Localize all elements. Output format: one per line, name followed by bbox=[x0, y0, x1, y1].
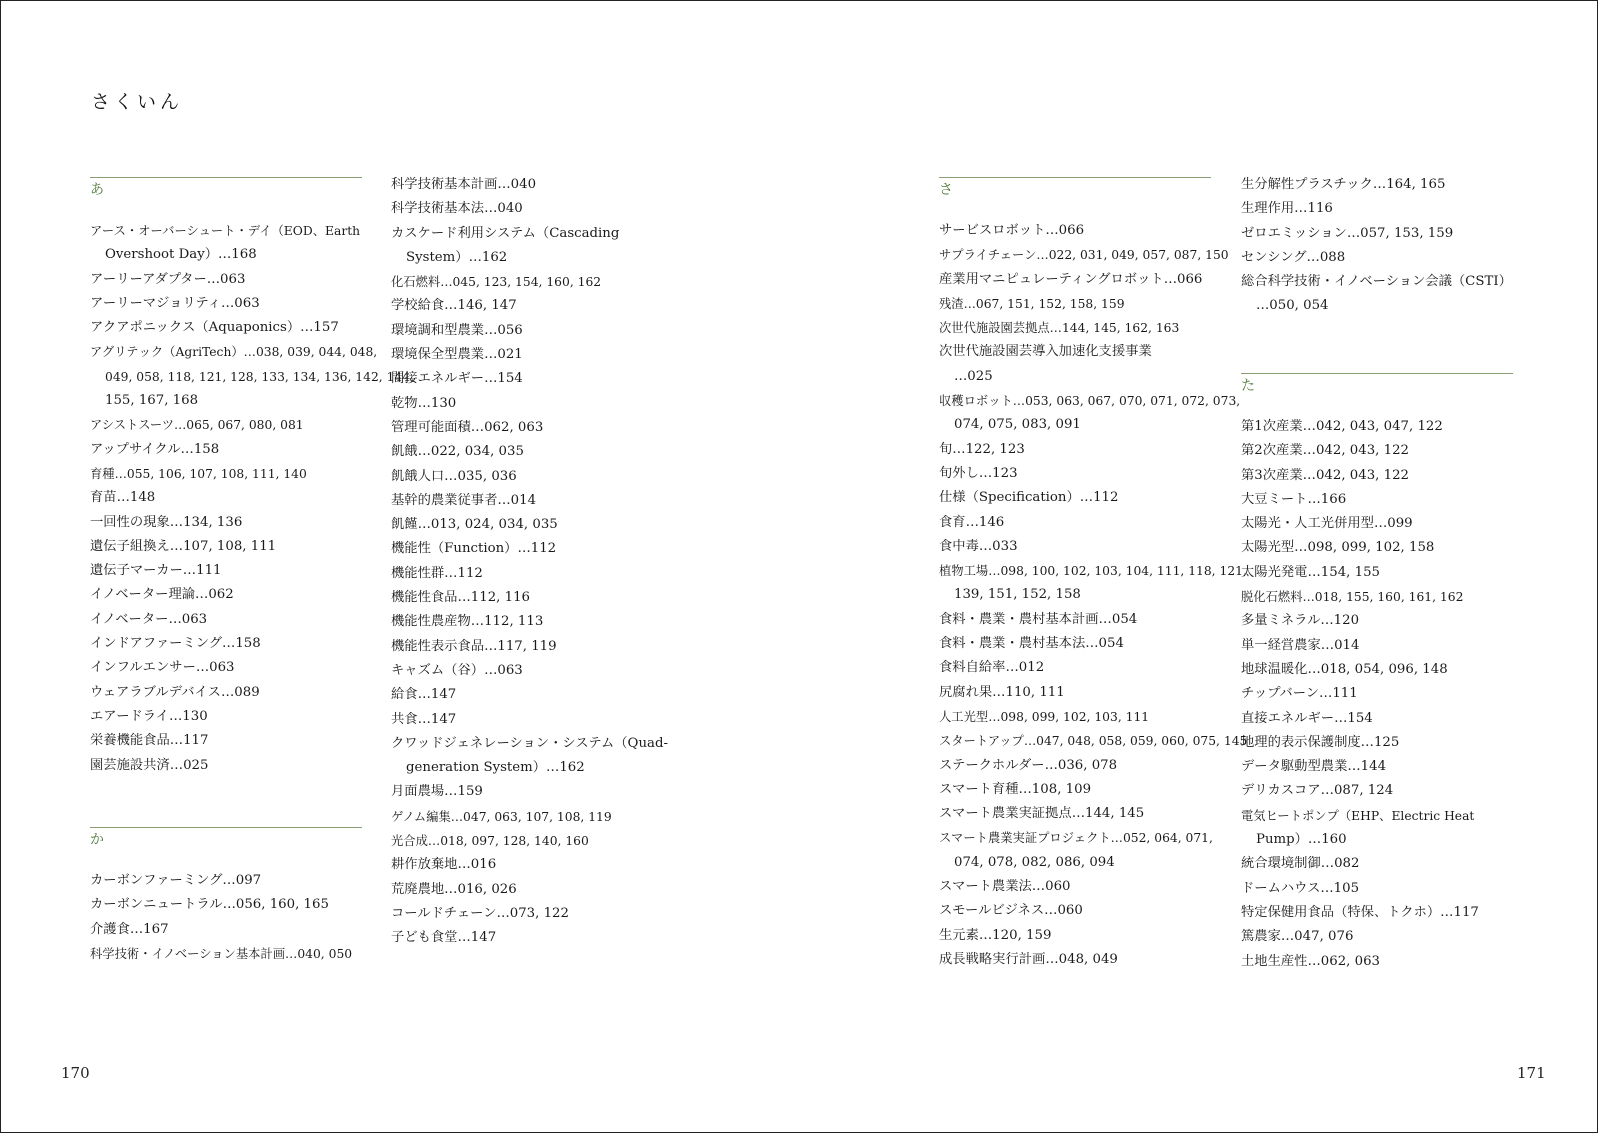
index-entry: 子ども食堂…147 bbox=[391, 930, 497, 946]
index-entry: 地理的表示保護制度…125 bbox=[1241, 734, 1400, 750]
index-entry: インフルエンサー…063 bbox=[90, 660, 235, 676]
index-entry: スマート農業実証プロジェクト…052, 064, 071, bbox=[939, 831, 1213, 846]
index-entry: 機能性食品…112, 116 bbox=[391, 590, 530, 606]
index-entry: スマート育種…108, 109 bbox=[939, 781, 1092, 797]
index-entry: 篤農家…047, 076 bbox=[1241, 929, 1354, 945]
index-entry: 遺伝子マーカー…111 bbox=[90, 563, 222, 579]
index-entry: 生理作用…116 bbox=[1241, 201, 1333, 217]
index-entry: 飢饉…013, 024, 034, 035 bbox=[391, 517, 558, 533]
index-entry: 総合科学技術・イノベーション会議（CSTI） bbox=[1241, 274, 1512, 290]
index-entry: 環境保全型農業…021 bbox=[391, 347, 523, 363]
index-entry-continuation: …025 bbox=[954, 368, 993, 384]
index-section-sa bbox=[939, 177, 1248, 972]
index-entry: 植物工場…098, 100, 102, 103, 104, 111, 118, 121, bbox=[939, 564, 1247, 579]
index-entry: 基幹的農業従事者…014 bbox=[391, 492, 537, 508]
index-entry: 食料・農業・農村基本法…054 bbox=[939, 636, 1124, 652]
index-entry: 園芸施設共済…025 bbox=[90, 757, 209, 773]
index-section-ka bbox=[90, 827, 380, 966]
index-entry: サービスロボット…066 bbox=[939, 223, 1085, 238]
index-entry-continuation: …050, 054 bbox=[1256, 298, 1329, 314]
index-entry: 学校給食…146, 147 bbox=[391, 298, 517, 314]
section-heading-sa: さ bbox=[939, 177, 1211, 219]
index-entry: 飢餓人口…035, 036 bbox=[391, 468, 517, 484]
index-entry: デリカスコア…087, 124 bbox=[1241, 783, 1394, 799]
index-entry: センシング…088 bbox=[1241, 249, 1346, 265]
index-entry: 機能性（Function）…112 bbox=[391, 541, 557, 557]
index-entry: スマート農業法…060 bbox=[939, 879, 1071, 895]
index-entry: アーリーアダプター…063 bbox=[90, 271, 246, 287]
index-entry: スタートアップ…047, 048, 058, 059, 060, 075, 145 bbox=[939, 734, 1248, 749]
index-entry: 脱化石燃料…018, 155, 160, 161, 162 bbox=[1241, 590, 1464, 605]
entry-list-sa-continued bbox=[1241, 173, 1531, 319]
index-entry: データ駆動型農業…144 bbox=[1241, 759, 1387, 775]
index-entry: 機能性表示食品…117, 119 bbox=[391, 638, 557, 654]
index-entry: 生元素…120, 159 bbox=[939, 927, 1052, 943]
index-entry: チップバーン…111 bbox=[1241, 686, 1358, 702]
index-entry: サプライチェーン…022, 031, 049, 057, 087, 150 bbox=[939, 248, 1229, 263]
index-entry: 食中毒…033 bbox=[939, 538, 1018, 554]
index-entry: 給食…147 bbox=[391, 687, 457, 703]
index-entry: 食料・農業・農村基本計画…054 bbox=[939, 611, 1138, 627]
index-entry: 育苗…148 bbox=[90, 490, 156, 506]
index-entry: 乾物…130 bbox=[391, 395, 457, 411]
entry-list-ka bbox=[90, 869, 380, 966]
index-entry: 機能性農産物…112, 113 bbox=[391, 614, 544, 630]
page-number-right: 171 bbox=[1517, 1064, 1546, 1082]
index-entry: 第2次産業…042, 043, 122 bbox=[1241, 443, 1409, 459]
index-entry: アグリテック（AgriTech）…038, 039, 044, 048, bbox=[90, 345, 378, 360]
index-entry: 直接エネルギー…154 bbox=[1241, 710, 1373, 726]
index-entry: ゲノム編集…047, 063, 107, 108, 119 bbox=[391, 809, 612, 824]
index-entry: 食育…146 bbox=[939, 514, 1005, 530]
index-entry: 共食…147 bbox=[391, 711, 457, 727]
index-entry: 化石燃料…045, 123, 154, 160, 162 bbox=[391, 275, 602, 290]
index-entry: 電気ヒートポンプ（EHP、Electric Heat bbox=[1241, 808, 1475, 823]
index-entry: 太陽光型…098, 099, 102, 158 bbox=[1241, 540, 1435, 556]
entry-list-ta bbox=[1241, 415, 1531, 974]
index-entry-continuation: 074, 075, 083, 091 bbox=[954, 417, 1081, 433]
index-entry: カスケード利用システム（Cascading bbox=[391, 225, 620, 241]
index-entry: 科学技術基本計画…040 bbox=[391, 177, 537, 192]
index-entry: 地球温暖化…018, 054, 096, 148 bbox=[1241, 661, 1448, 677]
index-entry: クワッドジェネレーション・システム（Quad- bbox=[391, 735, 668, 751]
index-entry: 旬外し…123 bbox=[939, 465, 1018, 481]
index-entry: アクアポニックス（Aquaponics）…157 bbox=[90, 320, 339, 336]
index-section-a bbox=[90, 177, 414, 778]
section-heading-ka: か bbox=[90, 827, 362, 869]
index-entry: 土地生産性…062, 063 bbox=[1241, 953, 1380, 969]
index-entry: 育種…055, 106, 107, 108, 111, 140 bbox=[90, 466, 307, 481]
index-entry: アップサイクル…158 bbox=[90, 441, 220, 457]
index-entry: 食料自給率…012 bbox=[939, 660, 1045, 676]
index-entry-continuation: 155, 167, 168 bbox=[105, 393, 199, 409]
index-entry: インドアファーミング…158 bbox=[90, 636, 261, 652]
index-section-sa-continued bbox=[1241, 173, 1531, 319]
page-title: さくいん bbox=[91, 91, 184, 113]
index-entry: 収穫ロボット…053, 063, 067, 070, 071, 072, 073, bbox=[939, 394, 1241, 409]
index-entry: 管理可能面積…062, 063 bbox=[391, 419, 544, 435]
index-entry: 次世代施設園芸拠点…144, 145, 162, 163 bbox=[939, 321, 1180, 336]
index-entry-continuation: generation System）…162 bbox=[406, 760, 585, 776]
index-entry: 月面農場…159 bbox=[391, 784, 483, 800]
index-entry: アシストスーツ…065, 067, 080, 081 bbox=[90, 418, 304, 433]
index-entry-continuation: Overshoot Day）…168 bbox=[105, 247, 257, 263]
index-entry: 太陽光発電…154, 155 bbox=[1241, 564, 1380, 580]
index-entry-continuation: 139, 151, 152, 158 bbox=[954, 587, 1081, 603]
index-entry: 統合環境制御…082 bbox=[1241, 856, 1360, 872]
section-heading-ta: た bbox=[1241, 373, 1513, 415]
index-entry: 一回性の現象…134, 136 bbox=[90, 514, 243, 530]
index-entry: キャズム（谷）…063 bbox=[391, 662, 523, 678]
entry-list-sa bbox=[939, 219, 1248, 972]
index-entry: スモールビジネス…060 bbox=[939, 903, 1083, 919]
index-entry: 単一経営農家…014 bbox=[1241, 637, 1360, 653]
index-entry: 残渣…067, 151, 152, 158, 159 bbox=[939, 296, 1125, 311]
page-number-left: 170 bbox=[61, 1064, 90, 1082]
index-entry: ゼロエミッション…057, 153, 159 bbox=[1241, 225, 1454, 241]
index-entry: カーボンファーミング…097 bbox=[90, 873, 262, 888]
index-entry: 介護食…167 bbox=[90, 921, 169, 937]
index-entry-continuation: Pump）…160 bbox=[1256, 832, 1347, 848]
index-entry: 間接エネルギー…154 bbox=[391, 371, 523, 387]
index-entry: ステークホルダー…036, 078 bbox=[939, 757, 1118, 773]
index-entry: スマート農業実証拠点…144, 145 bbox=[939, 806, 1145, 822]
index-entry-continuation: System）…162 bbox=[406, 249, 508, 265]
index-entry: 多量ミネラル…120 bbox=[1241, 613, 1360, 629]
index-entry: 機能性群…112 bbox=[391, 565, 483, 581]
index-entry: 栄養機能食品…117 bbox=[90, 733, 209, 749]
index-section-ka-continued bbox=[391, 173, 681, 951]
entry-list-a bbox=[90, 219, 414, 778]
index-entry: 荒廃農地…016, 026 bbox=[391, 881, 517, 897]
index-entry: ウェアラブルデバイス…089 bbox=[90, 684, 260, 700]
index-entry: 尻腐れ果…110, 111 bbox=[939, 684, 1065, 700]
index-entry: 科学技術・イノベーション基本計画…040, 050 bbox=[90, 946, 353, 961]
index-entry: ドームハウス…105 bbox=[1241, 880, 1360, 896]
index-entry: 産業用マニピュレーティングロボット…066 bbox=[939, 271, 1203, 287]
index-entry: 特定保健用食品（特保、トクホ）…117 bbox=[1241, 904, 1479, 920]
index-entry: 耕作放棄地…016 bbox=[391, 857, 497, 873]
index-entry: 旬…122, 123 bbox=[939, 441, 1025, 457]
index-entry: カーボンニュートラル…056, 160, 165 bbox=[90, 897, 329, 913]
index-entry: コールドチェーン…073, 122 bbox=[391, 905, 569, 921]
index-entry: 遺伝子組換え…107, 108, 111 bbox=[90, 538, 277, 554]
entry-list-ka-continued bbox=[391, 173, 681, 951]
index-entry: 大豆ミート…166 bbox=[1241, 491, 1347, 507]
index-section-ta bbox=[1241, 373, 1531, 974]
index-entry: 仕様（Specification）…112 bbox=[939, 490, 1119, 506]
index-entry-continuation: 049, 058, 118, 121, 128, 133, 134, 136, 142, 144, bbox=[105, 369, 414, 384]
index-entry: 生分解性プラスチック…164, 165 bbox=[1241, 177, 1446, 192]
index-entry: 環境調和型農業…056 bbox=[391, 322, 523, 338]
index-entry: イノベーター理論…062 bbox=[90, 587, 234, 603]
section-heading-a: あ bbox=[90, 177, 362, 219]
index-entry: 光合成…018, 097, 128, 140, 160 bbox=[391, 834, 589, 849]
index-entry: 人工光型…098, 099, 102, 103, 111 bbox=[939, 709, 1150, 724]
index-entry: 第3次産業…042, 043, 122 bbox=[1241, 467, 1409, 483]
index-entry: エアードライ…130 bbox=[90, 708, 208, 724]
index-entry: アーリーマジョリティ…063 bbox=[90, 295, 260, 311]
index-entry-continuation: 074, 078, 082, 086, 094 bbox=[954, 854, 1115, 870]
index-entry: 成長戦略実行計画…048, 049 bbox=[939, 951, 1118, 967]
index-entry: イノベーター…063 bbox=[90, 611, 208, 627]
index-entry: 飢餓…022, 034, 035 bbox=[391, 444, 524, 460]
index-entry: 太陽光・人工光併用型…099 bbox=[1241, 516, 1413, 532]
index-entry: 科学技術基本法…040 bbox=[391, 201, 523, 217]
index-entry: アース・オーバーシュート・デイ（EOD、Earth bbox=[90, 224, 361, 238]
index-entry: 次世代施設園芸導入加速化支援事業 bbox=[939, 344, 1152, 360]
index-entry: 第1次産業…042, 043, 047, 122 bbox=[1241, 419, 1443, 434]
